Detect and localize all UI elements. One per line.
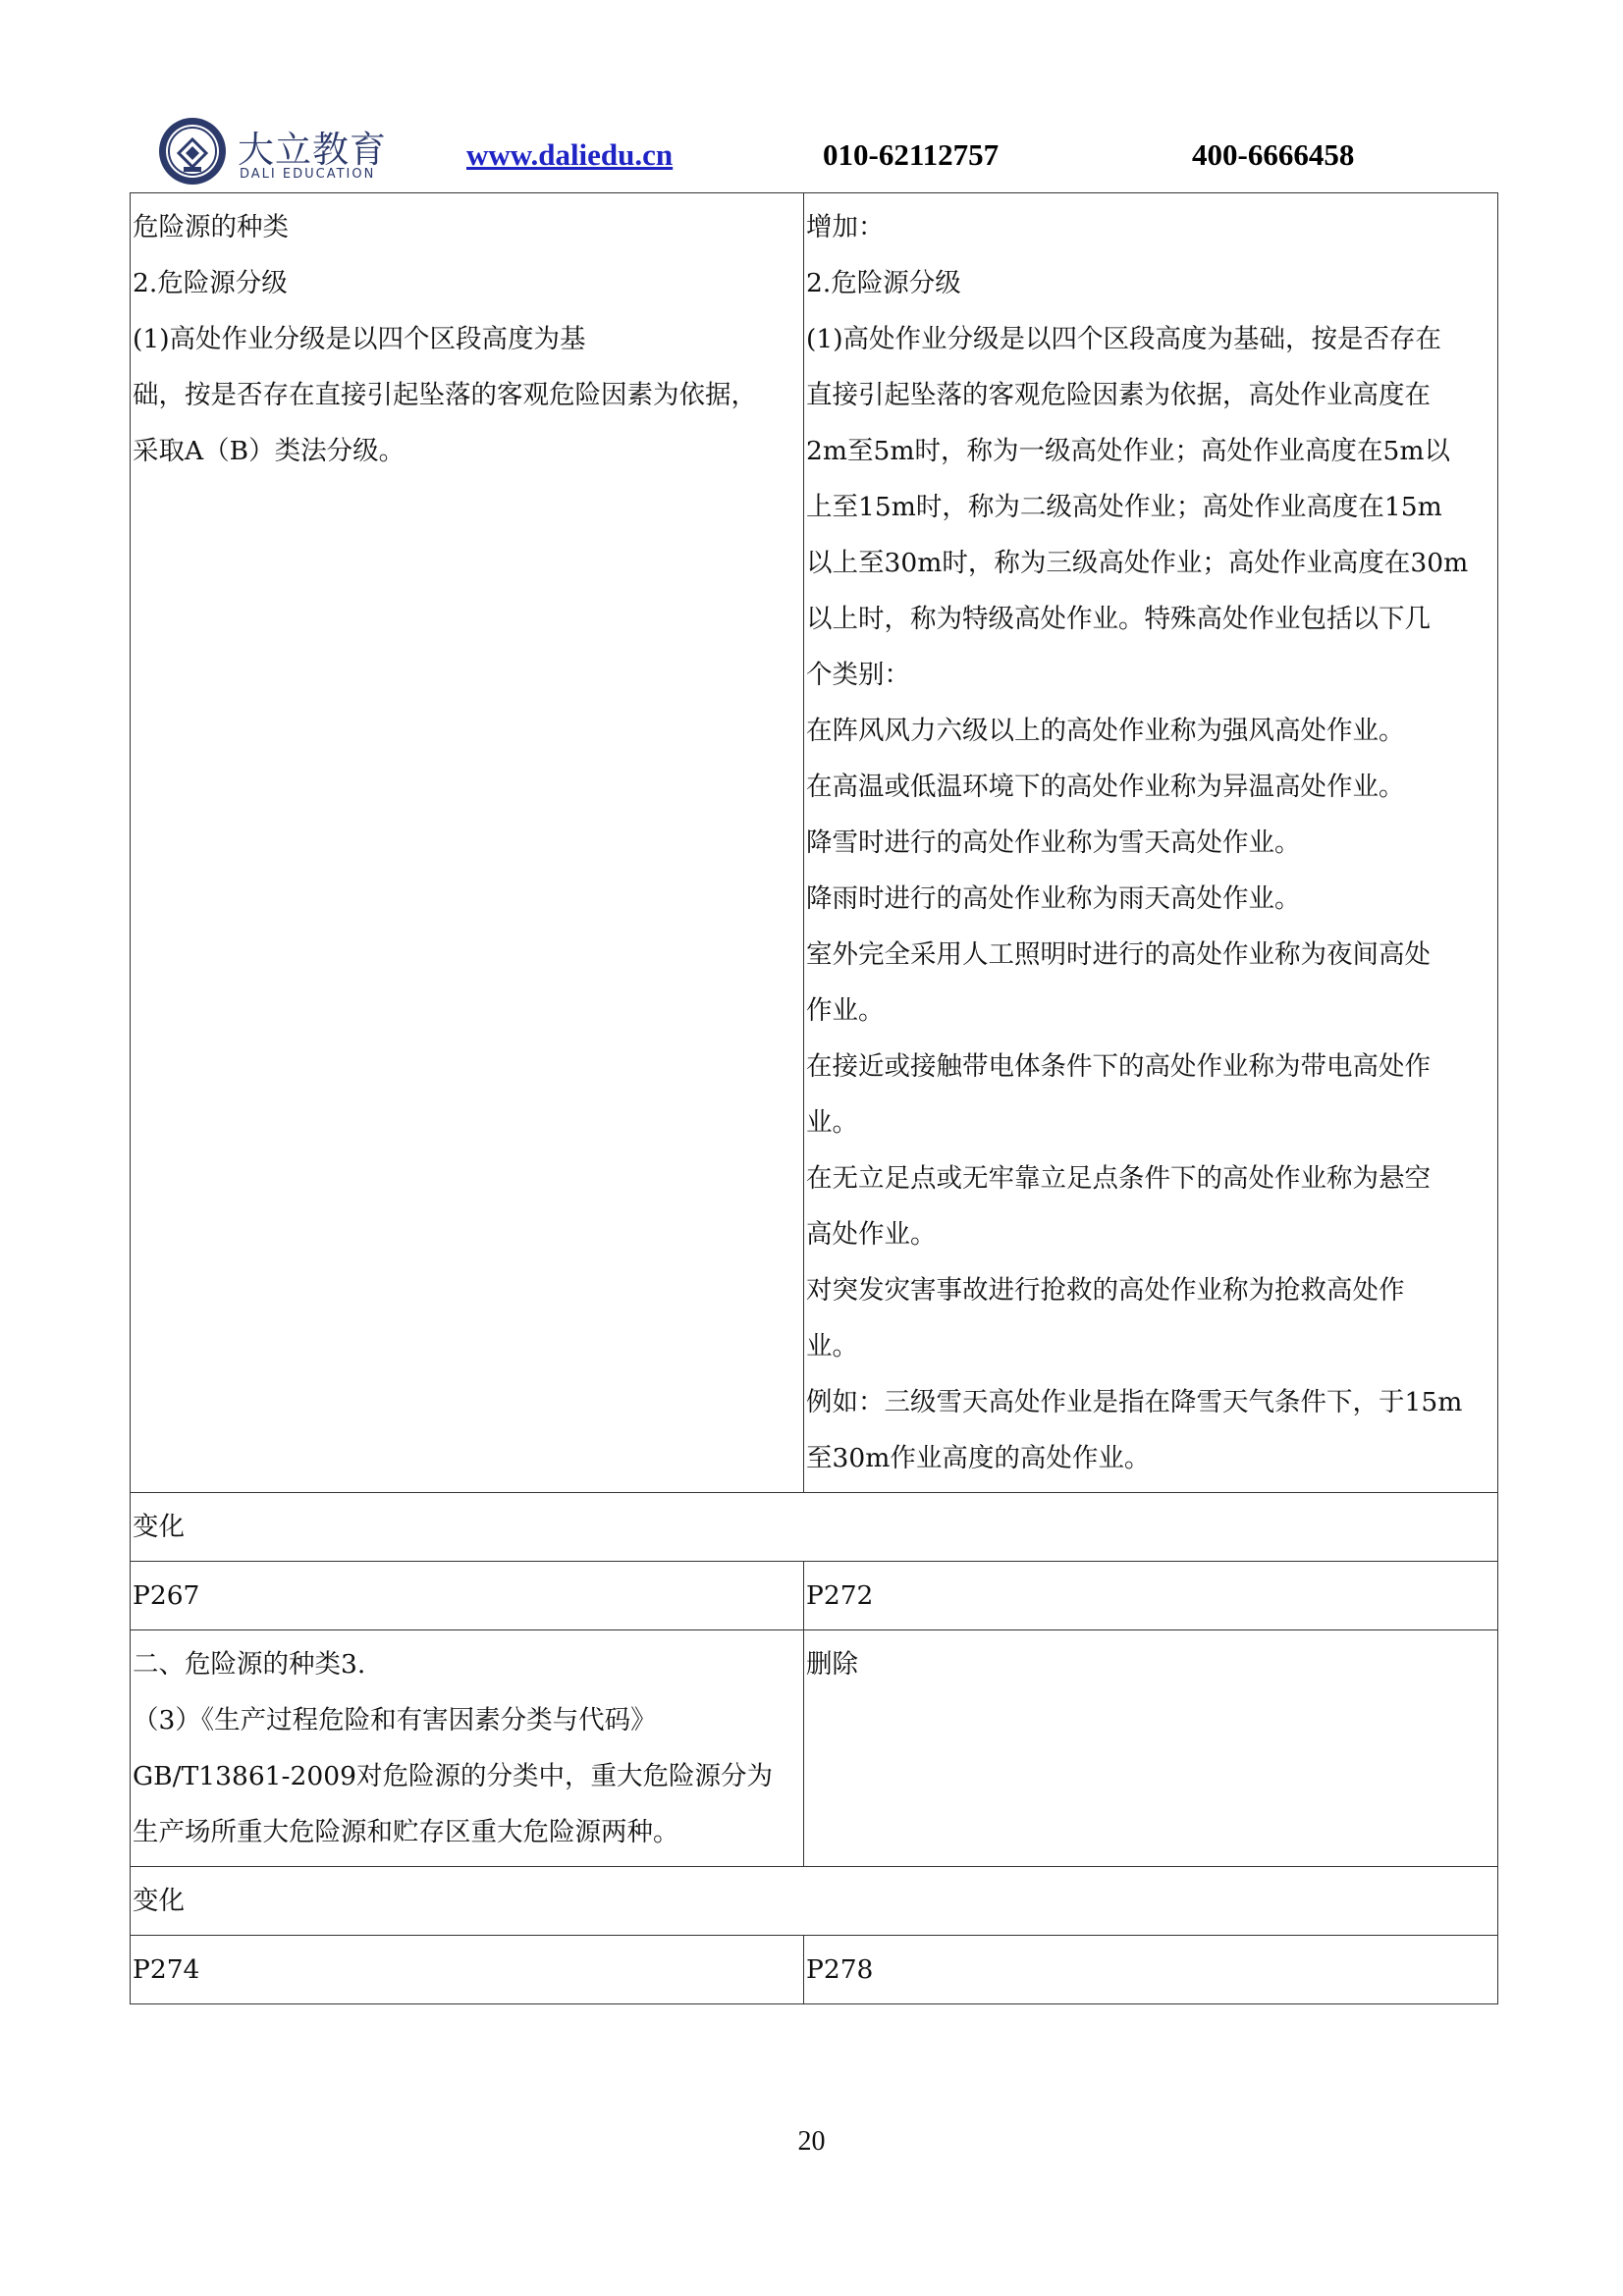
new-text-cell	[804, 1630, 1498, 1867]
text-line: 例如：三级雪天高处作业是指在降雪天气条件下，于15m	[806, 1387, 1463, 1417]
table-row	[131, 1562, 1498, 1630]
text-line: 2.危险源分级	[133, 268, 288, 298]
text-line: 在阵风风力六级以上的高处作业称为强风高处作业。	[806, 716, 1405, 746]
text-line: 2m至5m时，称为一级高处作业；高处作业高度在5m以	[806, 436, 1450, 466]
text-line: 增加：	[806, 212, 885, 242]
old-page-cell: P274	[131, 1936, 804, 2004]
text-line: 在接近或接触带电体条件下的高处作业称为带电高处作	[806, 1051, 1431, 1082]
old-text-cell	[131, 193, 804, 1493]
logo-chinese-name: 大立教育	[238, 129, 387, 171]
text-line: 上至15m时，称为二级高处作业；高处作业高度在15m	[806, 492, 1442, 522]
table-row	[131, 193, 1498, 1493]
text-line: 在高温或低温环境下的高处作业称为异温高处作业。	[806, 772, 1405, 802]
text-line: 生产场所重大危险源和贮存区重大危险源两种。	[133, 1817, 679, 1847]
text-line: 业。	[806, 1331, 858, 1362]
table-row	[131, 1867, 1498, 1936]
new-text-cell	[804, 193, 1498, 1493]
comparison-table	[130, 192, 1498, 2004]
text-line: (1)高处作业分级是以四个区段高度为基础，按是否存在	[806, 324, 1442, 354]
change-label-cell: 变化	[131, 1867, 1498, 1936]
text-line: 作业。	[806, 995, 885, 1026]
table-row	[131, 1493, 1498, 1562]
phone-number-primary: 010-62112757	[823, 137, 1000, 172]
old-page-cell: P267	[131, 1562, 804, 1630]
text-line: （3）《生产过程危险和有害因素分类与代码》	[133, 1705, 657, 1735]
new-page-cell: P272	[804, 1562, 1498, 1630]
text-line: 高处作业。	[806, 1219, 937, 1250]
dali-emblem-icon	[157, 116, 228, 187]
table-row	[131, 1936, 1498, 2004]
text-line: 个类别：	[806, 660, 910, 690]
change-label-cell: 变化	[131, 1493, 1498, 1562]
logo-english-name: DALI EDUCATION	[240, 167, 376, 182]
text-line: 以上时，称为特级高处作业。特殊高处作业包括以下几	[806, 604, 1431, 634]
text-line: 降雪时进行的高处作业称为雪天高处作业。	[806, 828, 1301, 858]
text-line: (1)高处作业分级是以四个区段高度为基	[133, 324, 586, 354]
text-line: 直接引起坠落的客观危险因素为依据，高处作业高度在	[806, 380, 1431, 410]
text-line: 业。	[806, 1107, 858, 1138]
text-line: 室外完全采用人工照明时进行的高处作业称为夜间高处	[806, 939, 1431, 970]
text-line: 在无立足点或无牢靠立足点条件下的高处作业称为悬空	[806, 1163, 1431, 1194]
text-line: 删除	[806, 1649, 858, 1680]
text-line: 至30m作业高度的高处作业。	[806, 1443, 1151, 1473]
phone-number-hotline: 400-6666458	[1192, 137, 1355, 172]
text-line: 2.危险源分级	[806, 268, 961, 298]
new-page-cell: P278	[804, 1936, 1498, 2004]
website-link[interactable]: www.daliedu.cn	[466, 137, 674, 172]
page-number: 20	[797, 2126, 826, 2157]
text-line: 对突发灾害事故进行抢救的高处作业称为抢救高处作	[806, 1275, 1405, 1306]
text-line: 降雨时进行的高处作业称为雨天高处作业。	[806, 883, 1301, 914]
text-line: 二、危险源的种类3.	[133, 1649, 366, 1680]
text-line: GB/T13861-2009对危险源的分类中，重大危险源分为	[133, 1761, 773, 1791]
page-header	[0, 0, 1623, 191]
text-line: 危险源的种类	[133, 212, 289, 242]
text-line: 采取A（B）类法分级。	[133, 436, 406, 466]
dali-logo	[157, 116, 393, 190]
table-row	[131, 1630, 1498, 1867]
text-line: 础，按是否存在直接引起坠落的客观危险因素为依据，	[133, 380, 757, 410]
text-line: 以上至30m时，称为三级高处作业；高处作业高度在30m	[806, 548, 1469, 578]
old-text-cell	[131, 1630, 804, 1867]
